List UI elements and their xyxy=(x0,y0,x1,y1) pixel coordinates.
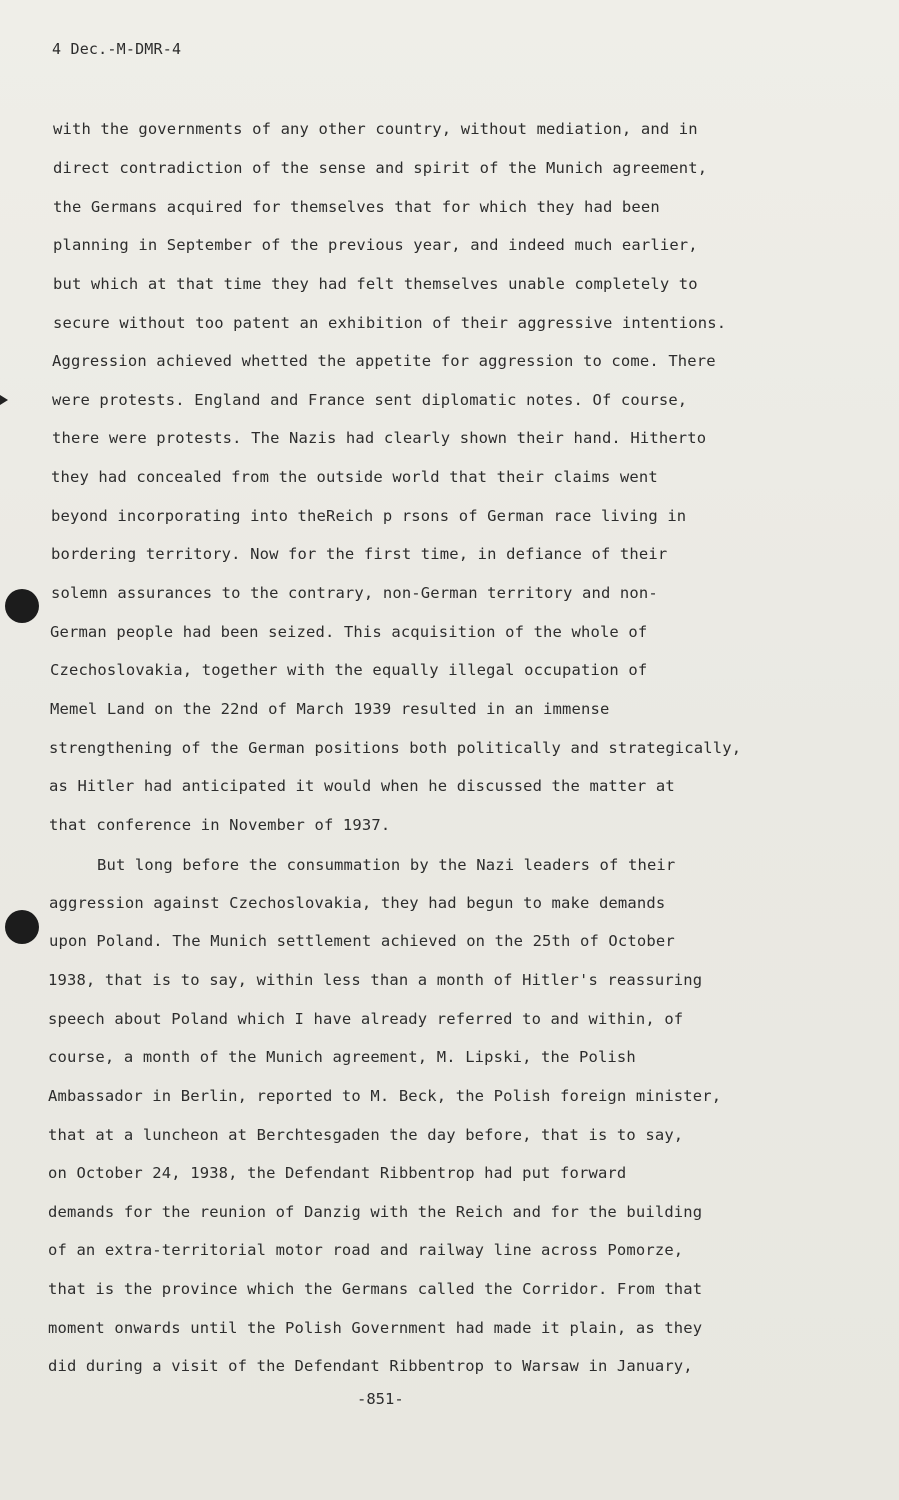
text-line: did during a visit of the Defendant Ribbentrop to Warsaw in January, xyxy=(48,1357,693,1375)
text-line: planning in September of the previous year, and indeed much earlier, xyxy=(53,236,698,254)
text-line: demands for the reunion of Danzig with the Reich and for the building xyxy=(48,1203,703,1221)
text-line: beyond incorporating into theReich p rsons of German race living in xyxy=(51,507,687,525)
document-header: 4 Dec.-M-DMR-4 xyxy=(52,40,182,58)
punch-hole-upper xyxy=(5,589,39,623)
text-line: that at a luncheon at Berchtesgaden the day before, that is to say, xyxy=(48,1126,684,1144)
edge-mark xyxy=(0,395,8,405)
text-line: the Germans acquired for themselves that for which they had been xyxy=(53,198,660,216)
text-line: on October 24, 1938, the Defendant Ribbentrop had put forward xyxy=(48,1164,627,1182)
text-line: but which at that time they had felt themselves unable completely to xyxy=(53,275,698,293)
text-line: Ambassador in Berlin, reported to M. Beck, the Polish foreign minister, xyxy=(48,1087,722,1105)
text-line: they had concealed from the outside world that their claims went xyxy=(51,468,658,486)
text-line: solemn assurances to the contrary, non-German territory and non- xyxy=(51,584,658,602)
text-line: Czechoslovakia, together with the equally illegal occupation of xyxy=(50,661,648,679)
text-line: 1938, that is to say, within less than a month of Hitler's reassuring xyxy=(48,971,703,989)
text-line: as Hitler had anticipated it would when he discussed the matter at xyxy=(49,777,675,795)
text-line: speech about Poland which I have already referred to and within, of xyxy=(48,1010,684,1028)
text-line: bordering territory. Now for the first time, in defiance of their xyxy=(51,545,668,563)
text-line: with the governments of any other country, without mediation, and in xyxy=(53,120,698,138)
page-number: -851- xyxy=(357,1390,404,1408)
text-line: of an extra-territorial motor road and railway line across Pomorze, xyxy=(48,1241,684,1259)
text-line: Memel Land on the 22nd of March 1939 resulted in an immense xyxy=(50,700,610,718)
text-line: direct contradiction of the sense and spirit of the Munich agreement, xyxy=(53,159,708,177)
text-line: But long before the consummation by the Nazi leaders of their xyxy=(97,856,676,874)
text-line: that is the province which the Germans called the Corridor. From that xyxy=(48,1280,703,1298)
text-line: moment onwards until the Polish Government had made it plain, as they xyxy=(48,1319,703,1337)
text-line: strengthening of the German positions both politically and strategically, xyxy=(49,739,742,757)
text-line: were protests. England and France sent diplomatic notes. Of course, xyxy=(52,391,688,409)
text-line: upon Poland. The Munich settlement achieved on the 25th of October xyxy=(49,932,675,950)
text-line: aggression against Czechoslovakia, they had begun to make demands xyxy=(49,894,666,912)
text-line: there were protests. The Nazis had clearly shown their hand. Hitherto xyxy=(52,429,707,447)
text-line: German people had been seized. This acquisition of the whole of xyxy=(50,623,648,641)
text-line: Aggression achieved whetted the appetite for aggression to come. There xyxy=(52,352,716,370)
text-line: course, a month of the Munich agreement, M. Lipski, the Polish xyxy=(48,1048,636,1066)
punch-hole-lower xyxy=(5,910,39,944)
text-line: that conference in November of 1937. xyxy=(49,816,391,834)
text-line: secure without too patent an exhibition of their aggressive intentions. xyxy=(53,314,727,332)
